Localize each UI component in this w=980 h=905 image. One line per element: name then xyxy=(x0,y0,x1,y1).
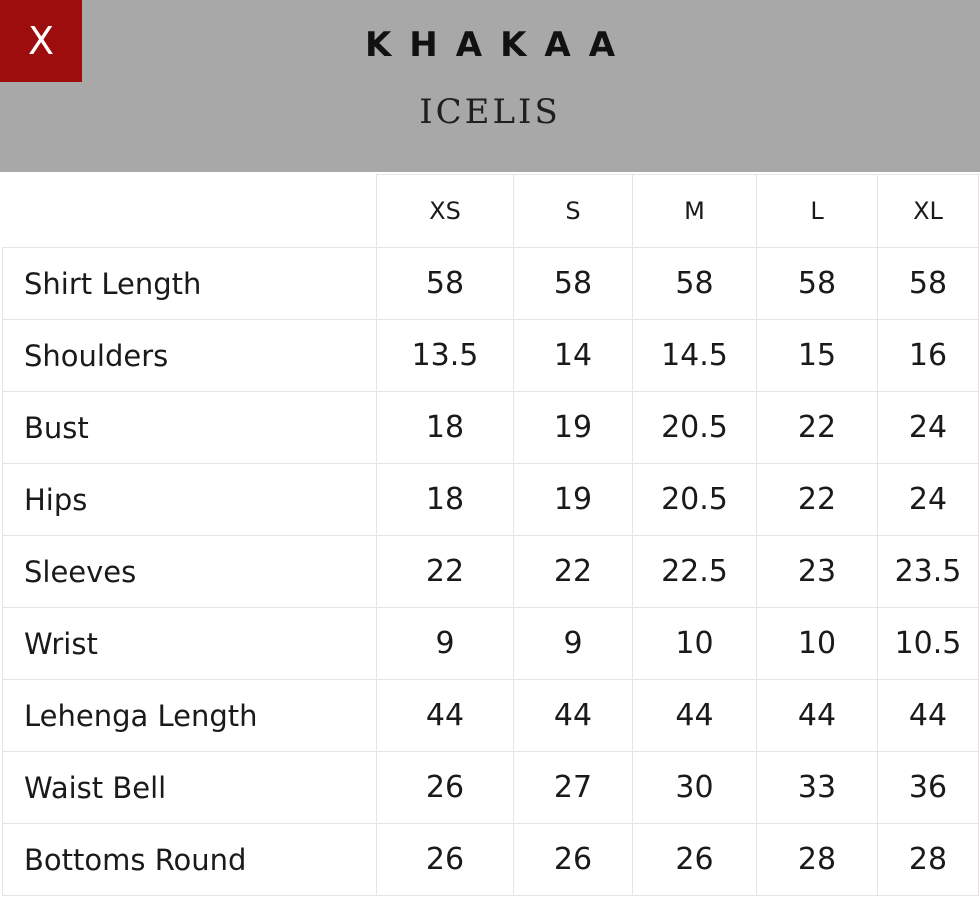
table-cell: 10 xyxy=(757,608,878,680)
table-cell: 19 xyxy=(514,464,633,536)
table-cell: 22 xyxy=(377,536,514,608)
table-cell: 36 xyxy=(878,752,979,824)
table-cell: 44 xyxy=(878,680,979,752)
table-cell: 24 xyxy=(878,392,979,464)
row-label: Bust xyxy=(3,392,377,464)
table-row xyxy=(3,752,979,824)
row-label: Shirt Length xyxy=(3,248,377,320)
table-cell: 18 xyxy=(377,464,514,536)
size-chart-table xyxy=(2,174,979,896)
table-row xyxy=(3,464,979,536)
table-row xyxy=(3,392,979,464)
table-cell: 9 xyxy=(377,608,514,680)
column-header: XS xyxy=(377,175,514,248)
table-row xyxy=(3,824,979,896)
table-cell: 20.5 xyxy=(633,392,757,464)
table-cell: 26 xyxy=(377,824,514,896)
table-cell: 44 xyxy=(633,680,757,752)
table-cell: 26 xyxy=(633,824,757,896)
table-cell: 58 xyxy=(377,248,514,320)
table-cell: 16 xyxy=(878,320,979,392)
table-cell: 19 xyxy=(514,392,633,464)
column-header: S xyxy=(514,175,633,248)
table-cell: 58 xyxy=(514,248,633,320)
table-cell: 28 xyxy=(878,824,979,896)
header-row xyxy=(3,175,979,248)
table-row xyxy=(3,680,979,752)
table-cell: 58 xyxy=(878,248,979,320)
table-cell: 22 xyxy=(757,392,878,464)
row-label: Wrist xyxy=(3,608,377,680)
table-cell: 20.5 xyxy=(633,464,757,536)
table-cell: 27 xyxy=(514,752,633,824)
column-header: L xyxy=(757,175,878,248)
table-cell: 10.5 xyxy=(878,608,979,680)
table-cell: 22 xyxy=(514,536,633,608)
table-cell: 44 xyxy=(514,680,633,752)
table-row xyxy=(3,608,979,680)
table-cell: 23.5 xyxy=(878,536,979,608)
table-cell: 9 xyxy=(514,608,633,680)
table-cell: 14 xyxy=(514,320,633,392)
table-cell: 18 xyxy=(377,392,514,464)
column-header: M xyxy=(633,175,757,248)
table-cell: 30 xyxy=(633,752,757,824)
corner-cell xyxy=(3,175,377,248)
table-row xyxy=(3,536,979,608)
close-button[interactable]: X xyxy=(0,0,82,82)
table-row xyxy=(3,320,979,392)
row-label: Shoulders xyxy=(3,320,377,392)
table-cell: 23 xyxy=(757,536,878,608)
table-cell: 28 xyxy=(757,824,878,896)
table-cell: 26 xyxy=(377,752,514,824)
row-label: Sleeves xyxy=(3,536,377,608)
table-cell: 24 xyxy=(878,464,979,536)
table-cell: 58 xyxy=(757,248,878,320)
table-cell: 44 xyxy=(757,680,878,752)
table-cell: 14.5 xyxy=(633,320,757,392)
row-label: Hips xyxy=(3,464,377,536)
table-cell: 44 xyxy=(377,680,514,752)
table-cell: 58 xyxy=(633,248,757,320)
brand-logo: KHAKAA xyxy=(364,25,634,65)
collection-title: ICELIS xyxy=(419,92,561,132)
row-label: Lehenga Length xyxy=(3,680,377,752)
table-cell: 13.5 xyxy=(377,320,514,392)
header xyxy=(0,0,980,172)
table-cell: 15 xyxy=(757,320,878,392)
table-cell: 22.5 xyxy=(633,536,757,608)
table-cell: 10 xyxy=(633,608,757,680)
table-row xyxy=(3,248,979,320)
table-cell: 26 xyxy=(514,824,633,896)
column-header: XL xyxy=(878,175,979,248)
row-label: Waist Bell xyxy=(3,752,377,824)
table-cell: 33 xyxy=(757,752,878,824)
table-cell: 22 xyxy=(757,464,878,536)
row-label: Bottoms Round xyxy=(3,824,377,896)
